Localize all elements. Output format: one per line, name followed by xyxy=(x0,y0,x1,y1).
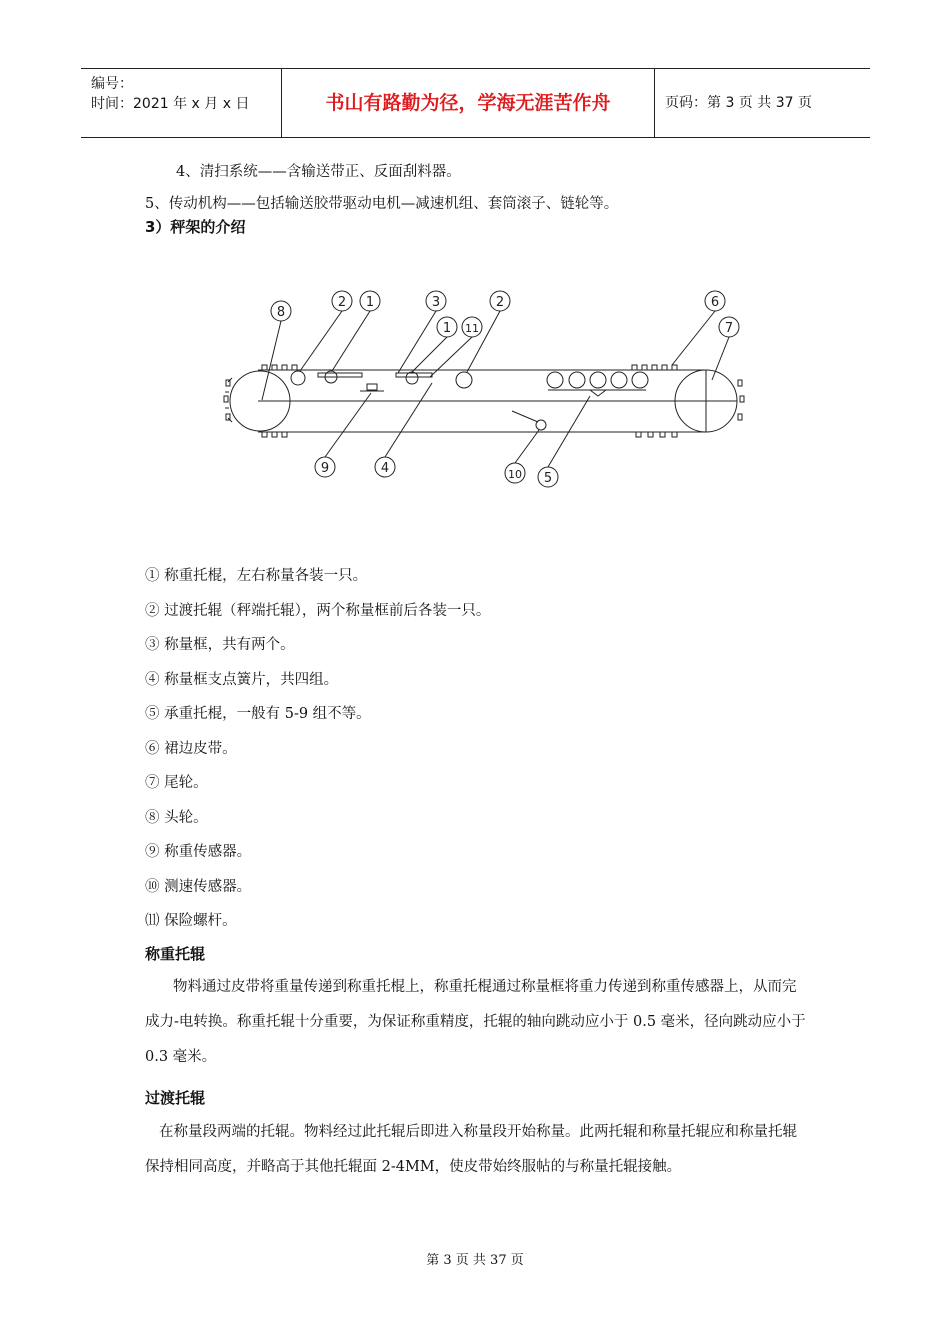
legend-item-9: ⑨ 称重传感器。 xyxy=(145,844,252,860)
callout-label-2a: 2 xyxy=(337,295,347,310)
legend-item-11: ⑾ 保险螺杆。 xyxy=(145,913,237,929)
callout-label-11: 11 xyxy=(465,322,479,335)
header-info-cell xyxy=(81,69,282,137)
page-footer: 第 3 页 共 37 页 xyxy=(426,1253,524,1268)
callout-label-9: 9 xyxy=(320,461,330,476)
legend-item-7: ⑦ 尾轮。 xyxy=(145,775,208,791)
transition-idler-heading: 过渡托辊 xyxy=(145,1089,206,1107)
legend-item-8: ⑧ 头轮。 xyxy=(145,810,208,826)
callout-label-4: 4 xyxy=(380,461,390,476)
header-motto: 书山有路勤为径，学海无涯苦作舟 xyxy=(282,69,655,137)
scale-frame-diagram xyxy=(220,285,750,495)
legend-item-5: ⑤ 承重托棍，一般有 5-9 组不等。 xyxy=(145,706,371,722)
legend-item-3: ③ 称量框，共有两个。 xyxy=(145,637,295,653)
weighing-idler-heading: 称重托辊 xyxy=(145,945,206,963)
intro-item-5: 5、传动机构——包括输送胶带驱动电机—减速机组、套筒滚子、链轮等。 xyxy=(145,196,619,212)
callout-label-8: 8 xyxy=(276,305,286,320)
page-header xyxy=(81,68,870,138)
header-page-info: 页码：第 3 页 共 37 页 xyxy=(665,95,812,111)
document-number-label: 编号： xyxy=(91,76,133,92)
callout-label-1b: 1 xyxy=(442,321,452,336)
callout-label-1a: 1 xyxy=(365,295,375,310)
legend-item-2: ② 过渡托辊（秤端托辊），两个称量框前后各装一只。 xyxy=(145,603,491,619)
intro-item-4: 4、清扫系统——含输送带正、反面刮料器。 xyxy=(176,164,461,180)
callout-label-6: 6 xyxy=(710,295,720,310)
legend-item-6: ⑥ 裙边皮带。 xyxy=(145,741,237,757)
date-label: 时间：2021 年 x 月 x 日 xyxy=(91,96,250,112)
callout-label-5: 5 xyxy=(543,471,553,486)
legend-item-4: ④ 称量框支点簧片，共四组。 xyxy=(145,672,339,688)
callout-label-2b: 2 xyxy=(495,295,505,310)
section-heading: 3）秤架的介绍 xyxy=(145,218,246,236)
weighing-idler-paragraph: 物料通过皮带将重量传递到称重托棍上，称重托棍通过称量框将重力传递到称重传感器上，从而完成力-电转换。称重托辊十分重要，为保证称重精度，托辊的轴向跳动应小于 0.5 毫米，径向跳动应小于 0.3 毫米。 xyxy=(145,979,806,1065)
callout-label-3: 3 xyxy=(431,295,441,310)
callout-label-7: 7 xyxy=(724,321,734,336)
transition-idler-paragraph: 在称量段两端的托辊。物料经过此托辊后即进入称量段开始称量。此两托辊和称量托辊应和称量托辊保持相同高度，并略高于其他托辊面 2-4MM，使皮带始终服帖的与称量托辊接触。 xyxy=(145,1124,797,1175)
callout-label-10: 10 xyxy=(508,468,522,481)
legend-item-1: ① 称重托棍，左右称量各装一只。 xyxy=(145,568,368,584)
legend-item-10: ⑩ 测速传感器。 xyxy=(145,879,252,895)
